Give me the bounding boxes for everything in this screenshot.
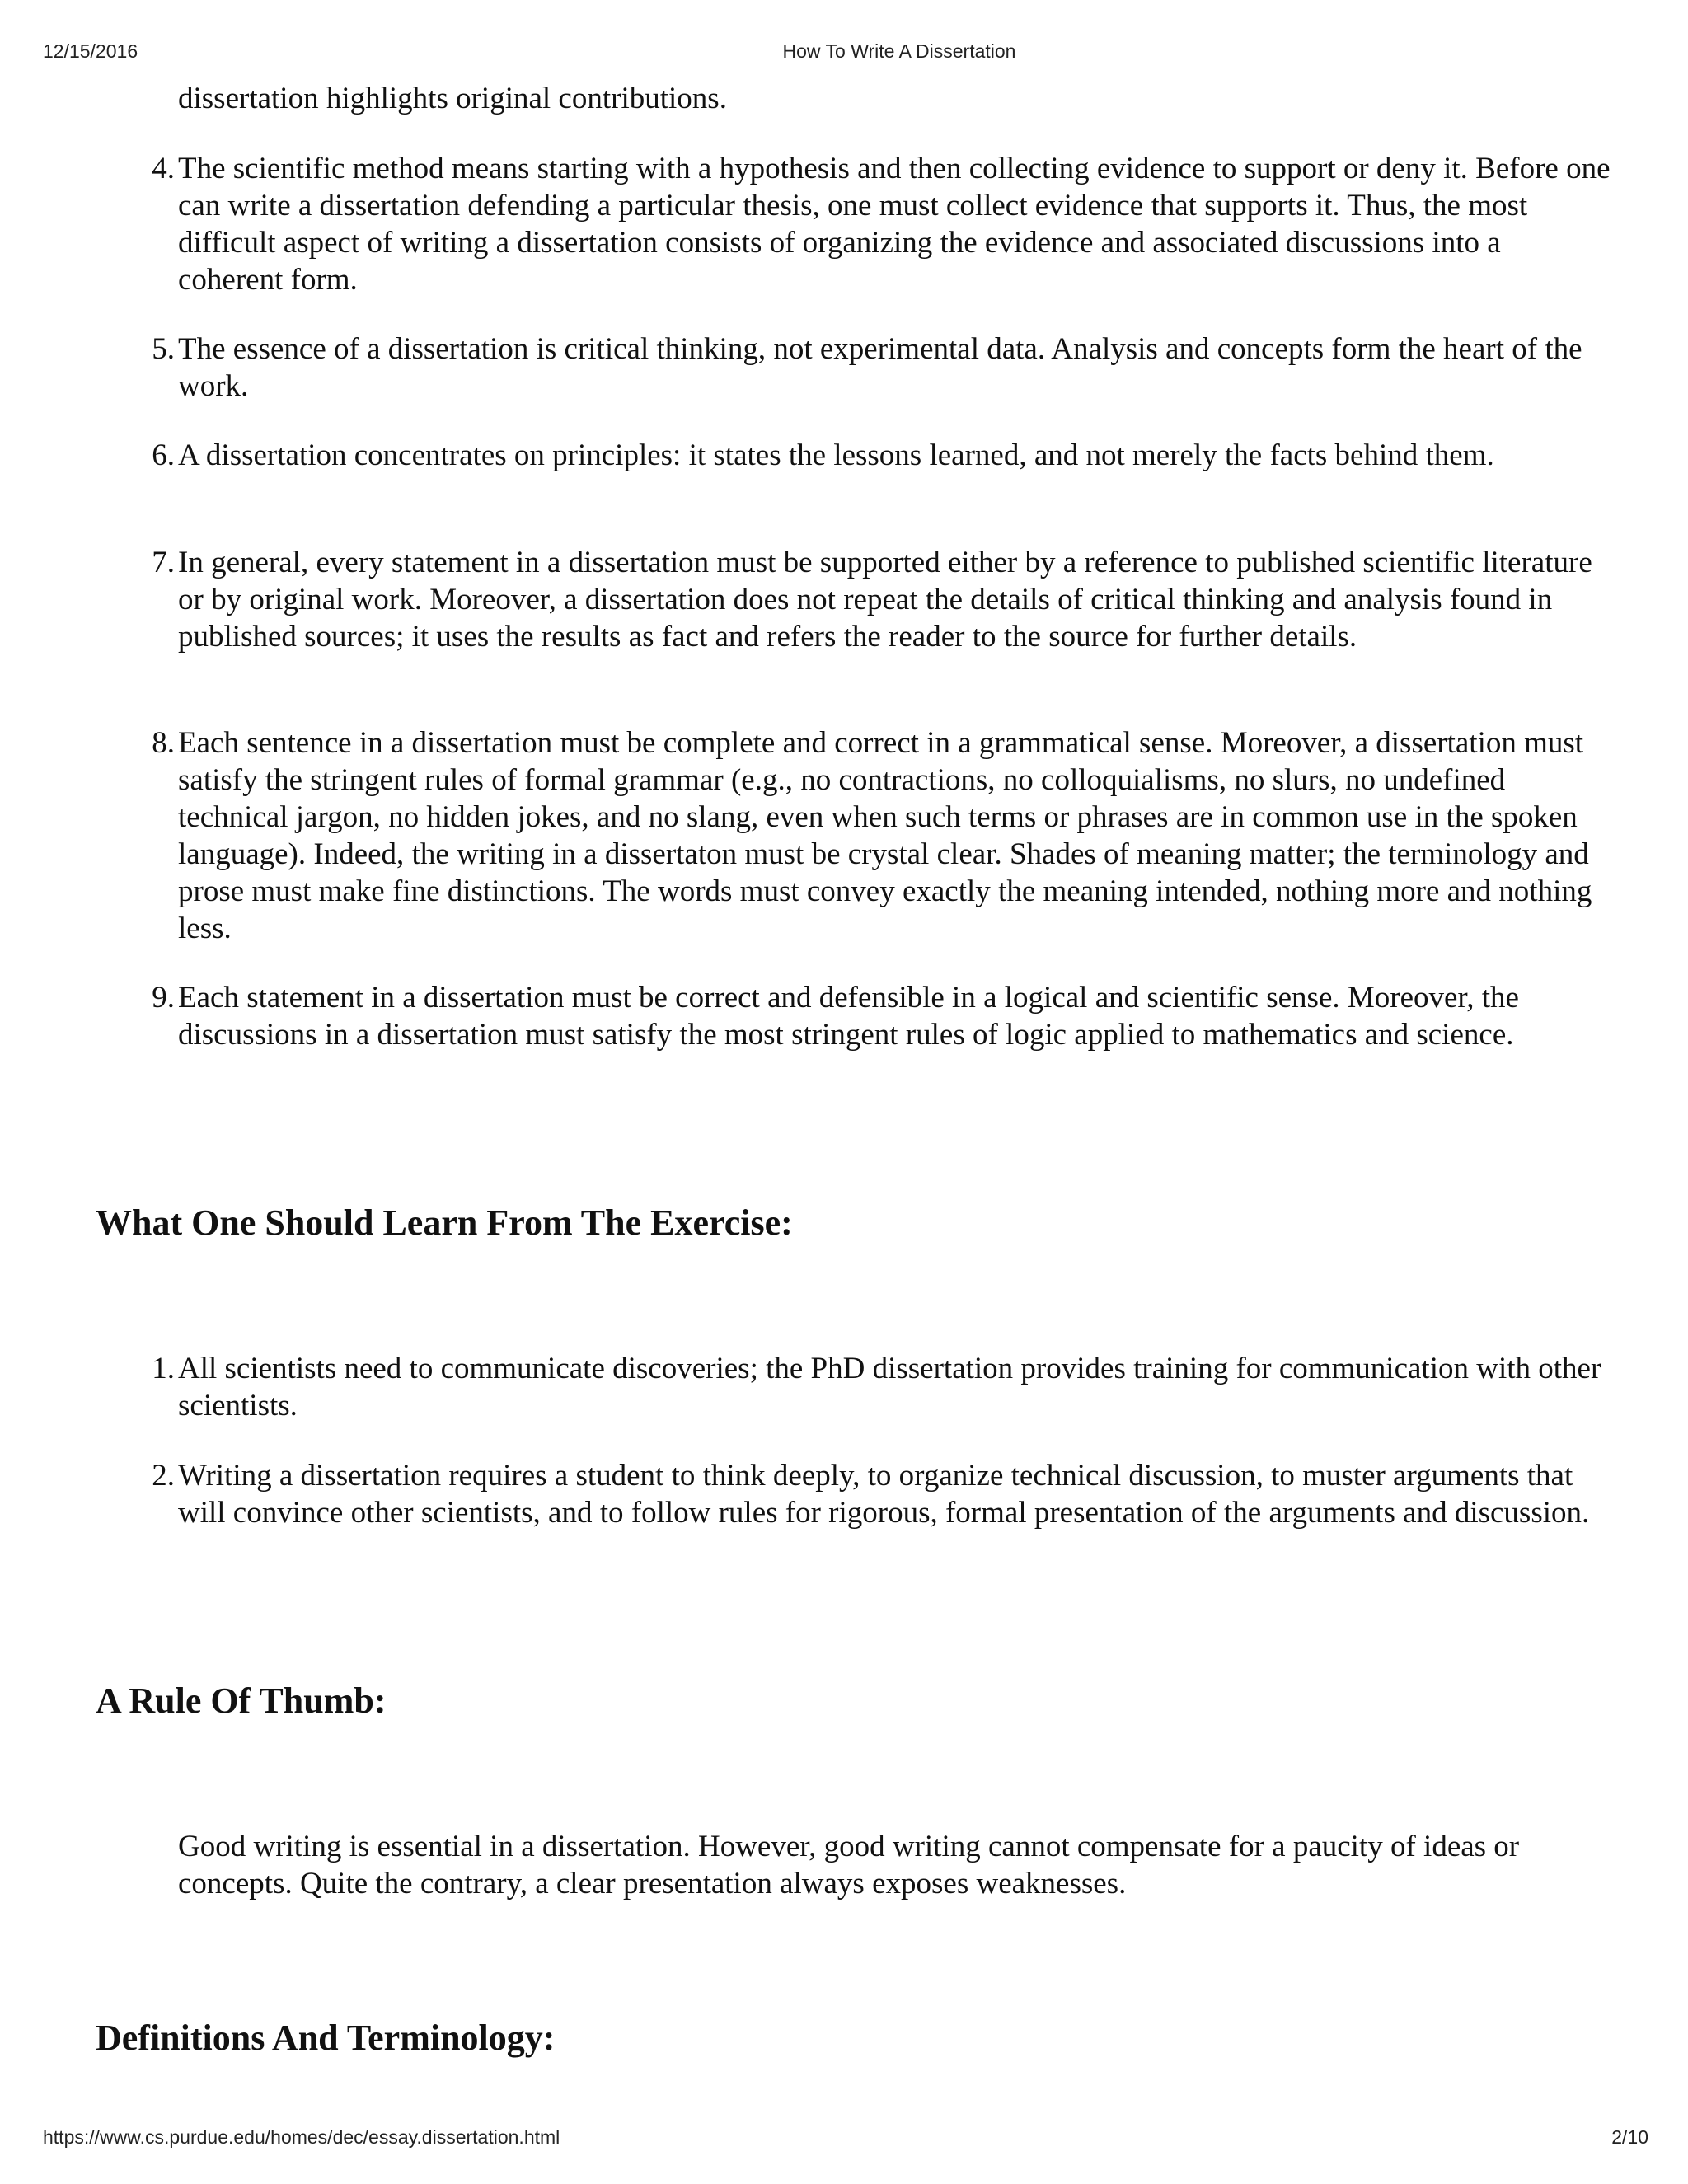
print-header xyxy=(0,39,1688,63)
rule-of-thumb-text: Good writing is essential in a dissertation. However, good writing cannot compensate for a paucity of ideas or concepts. Quite the contrary, a clear presentation always exposes weaknesses. xyxy=(178,1830,1520,1900)
list-item xyxy=(152,150,1612,298)
list-item xyxy=(152,437,1612,474)
section-heading-rule: A Rule Of Thumb: xyxy=(96,1680,387,1721)
list-item xyxy=(152,979,1612,1053)
list-item-number: 8. xyxy=(152,726,175,760)
print-date: 12/15/2016 xyxy=(43,40,138,62)
list-item-text: The essence of a dissertation is critical thinking, not experimental data. Analysis and concepts form the heart of the work. xyxy=(178,332,1582,403)
section-heading-learn: What One Should Learn From The Exercise: xyxy=(96,1202,793,1243)
page-url: https://www.cs.purdue.edu/homes/dec/essay.dissertation.html xyxy=(43,2126,560,2148)
list-item xyxy=(152,1350,1612,1424)
list-item-number: 6. xyxy=(152,438,175,472)
list-item-text: In general, every statement in a dissertation must be supported either by a reference to published scientific literature or by original work. Moreover, a dissertation does not repeat the details of critical thinking and analysis found in published sources; it uses the results as fact and refers the reader to the source for further details. xyxy=(178,546,1592,654)
list-item-text: Writing a dissertation requires a student to think deeply, to organize technical discussion, to muster arguments that will convince other scientists, and to follow rules for rigorous, formal presentation of the arguments and discussion. xyxy=(178,1459,1590,1530)
list-item xyxy=(152,1457,1612,1531)
list-item-number: 2. xyxy=(152,1459,175,1493)
list-item-text: Each sentence in a dissertation must be complete and correct in a grammatical sense. Moreover, a dissertation must satisfy the stringent rules of formal grammar (e.g., no contractions, no colloquialisms, no slurs, no undefined technical jargon, no hidden jokes, and no slang, even when such terms or phrases are in common use in the spoken language). Indeed, the writing in a dissertaton must be crystal clear. Shades of meaning matter; the terminology and prose must make fine distinctions. The words must convey exactly the meaning intended, nothing more and nothing less. xyxy=(178,726,1592,945)
print-footer xyxy=(0,2125,1688,2149)
list-item-text: All scientists need to communicate discoveries; the PhD dissertation provides training for communication with other scientists. xyxy=(178,1352,1601,1422)
page-number: 2/10 xyxy=(1611,2126,1648,2148)
list-item-number: 4. xyxy=(152,152,175,185)
list-item-number: 5. xyxy=(152,332,175,366)
list-item xyxy=(152,330,1612,405)
list-item-number: 1. xyxy=(152,1352,175,1385)
list-item-number: 9. xyxy=(152,981,175,1015)
section-heading-definitions: Definitions And Terminology: xyxy=(96,2018,556,2058)
list-item-number: 7. xyxy=(152,546,175,579)
list-item-text: The scientific method means starting with a hypothesis and then collecting evidence to support or deny it. Before one can write a dissertation defending a particular thesis, one must collect evidence that supports it. Thus, the most difficult aspect of writing a dissertation consists of organizing the evidence and associated discussions into a coherent form. xyxy=(178,152,1611,297)
list-item xyxy=(152,724,1612,947)
print-title: How To Write A Dissertation xyxy=(782,40,1016,62)
list-item xyxy=(152,544,1612,655)
continuation-text: dissertation highlights original contributions. xyxy=(178,82,727,115)
list-item-text: A dissertation concentrates on principles: it states the lessons learned, and not merely the facts behind them. xyxy=(178,438,1494,472)
list-item-text: Each statement in a dissertation must be correct and defensible in a logical and scientific sense. Moreover, the discussions in a dissertation must satisfy the most stringent rules of logic applied to mathematics and science. xyxy=(178,981,1519,1052)
